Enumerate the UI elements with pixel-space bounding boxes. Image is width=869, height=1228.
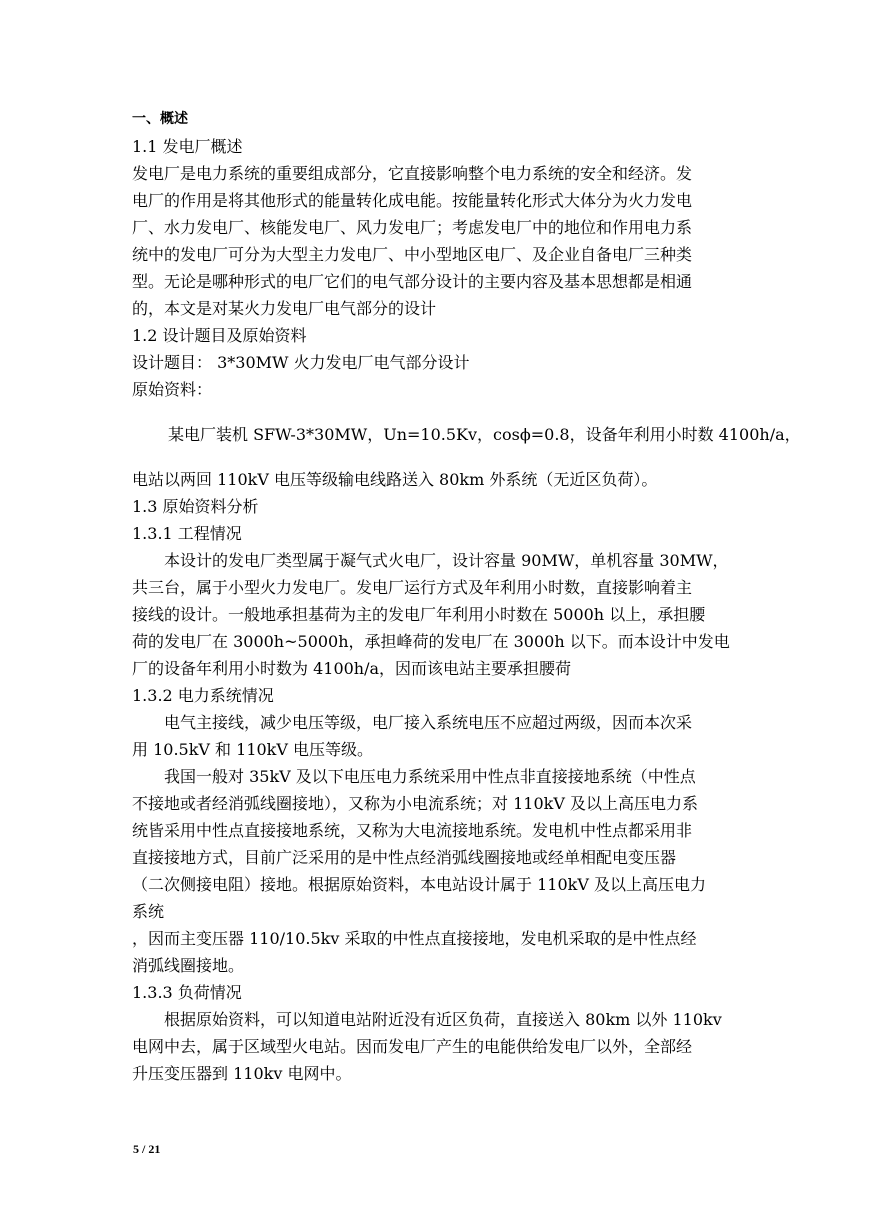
paragraph-line: 本设计的发电厂类型属于凝气式火电厂，设计容量 90MW，单机容量 30MW， <box>164 551 729 570</box>
spacer <box>132 403 740 421</box>
heading-1-3-3: 1.3.3 负荷情况 <box>132 983 242 1002</box>
paragraph-line: 接线的设计。一般地承担基荷为主的发电厂年利用小时数在 5000h 以上，承担腰 <box>132 605 706 624</box>
heading-1-1: 1.1 发电厂概述 <box>132 137 243 156</box>
paragraph-line: ，因而主变压器 110/10.5kv 采取的中性点直接接地，发电机采取的是中性点经 <box>132 929 697 948</box>
heading-1-3: 1.3 原始资料分析 <box>132 497 259 516</box>
paragraph-line: 电厂的作用是将其他形式的能量转化成电能。按能量转化形式大体分为火力发电 <box>132 191 693 210</box>
paragraph-line: 某电厂装机 SFW-3*30MW，Un=10.5Kv，cosϕ=0.8，设备年利用小时数 4100h/a， <box>168 425 801 444</box>
section-heading: 一、概述 <box>132 111 188 127</box>
paragraph-line: 电网中去，属于区域型火电站。因而发电厂产生的电能供给发电厂以外，全部经 <box>132 1037 693 1056</box>
paragraph-line: 统中的发电厂可分为大型主力发电厂、中小型地区电厂、及企业自备电厂三种类 <box>132 245 693 264</box>
paragraph-line: 我国一般对 35kV 及以下电压电力系统采用中性点非直接接地系统（中性点 <box>164 767 696 786</box>
document-body <box>132 106 801 1087</box>
paragraph-line: 型。无论是哪种形式的电厂它们的电气部分设计的主要内容及基本思想都是相通 <box>132 272 693 291</box>
paragraph-line: 系统 <box>132 902 165 921</box>
paragraph-line: 消弧线圈接地。 <box>132 956 245 975</box>
paragraph-line: 根据原始资料，可以知道电站附近没有近区负荷，直接送入 80km 以外 110kv <box>164 1010 722 1029</box>
paragraph-line: 荷的发电厂在 3000h~5000h，承担峰荷的发电厂在 3000h 以下。而本设计中发电 <box>132 632 730 651</box>
paragraph-line: 电气主接线，减少电压等级，电厂接入系统电压不应超过两级，因而本次采 <box>164 713 693 732</box>
paragraph-line: 的，本文是对某火力发电厂电气部分的设计 <box>132 299 437 318</box>
paragraph-line: 不接地或者经消弧线圈接地），又称为小电流系统；对 110kV 及以上高压电力系 <box>132 794 698 813</box>
paragraph-line: 共三台，属于小型火力发电厂。发电厂运行方式及年利用小时数，直接影响着主 <box>132 578 693 597</box>
paragraph-line: 直接接地方式，目前广泛采用的是中性点经消弧线圈接地或经单相配电变压器 <box>132 848 677 867</box>
paragraph-line: 原始资料： <box>132 380 213 399</box>
paragraph-line: 统皆采用中性点直接接地系统，又称为大电流接地系统。发电机中性点都采用非 <box>132 821 693 840</box>
heading-1-3-1: 1.3.1 工程情况 <box>132 524 242 543</box>
heading-1-3-2: 1.3.2 电力系统情况 <box>132 686 274 705</box>
spacer <box>132 448 740 466</box>
paragraph-line: 设计题目： 3*30MW 火力发电厂电气部分设计 <box>132 353 470 372</box>
paragraph-line: 厂的设备年利用小时数为 4100h/a，因而该电站主要承担腰荷 <box>132 659 572 678</box>
paragraph-line: 用 10.5kV 和 110kV 电压等级。 <box>132 740 374 759</box>
paragraph-line: 厂、水力发电厂、核能发电厂、风力发电厂；考虑发电厂中的地位和作用电力系 <box>132 218 693 237</box>
paragraph-line: （二次侧接电阻）接地。根据原始资料，本电站设计属于 110kV 及以上高压电力 <box>132 875 706 894</box>
heading-1-2: 1.2 设计题目及原始资料 <box>132 326 307 345</box>
paragraph-line: 电站以两回 110kV 电压等级输电线路送入 80km 外系统（无近区负荷）。 <box>132 470 658 489</box>
paragraph-line: 发电厂是电力系统的重要组成部分，它直接影响整个电力系统的安全和经济。发 <box>132 164 693 183</box>
page-number: 5 / 21 <box>133 1142 161 1156</box>
paragraph-line: 升压变压器到 110kv 电网中。 <box>132 1064 352 1083</box>
